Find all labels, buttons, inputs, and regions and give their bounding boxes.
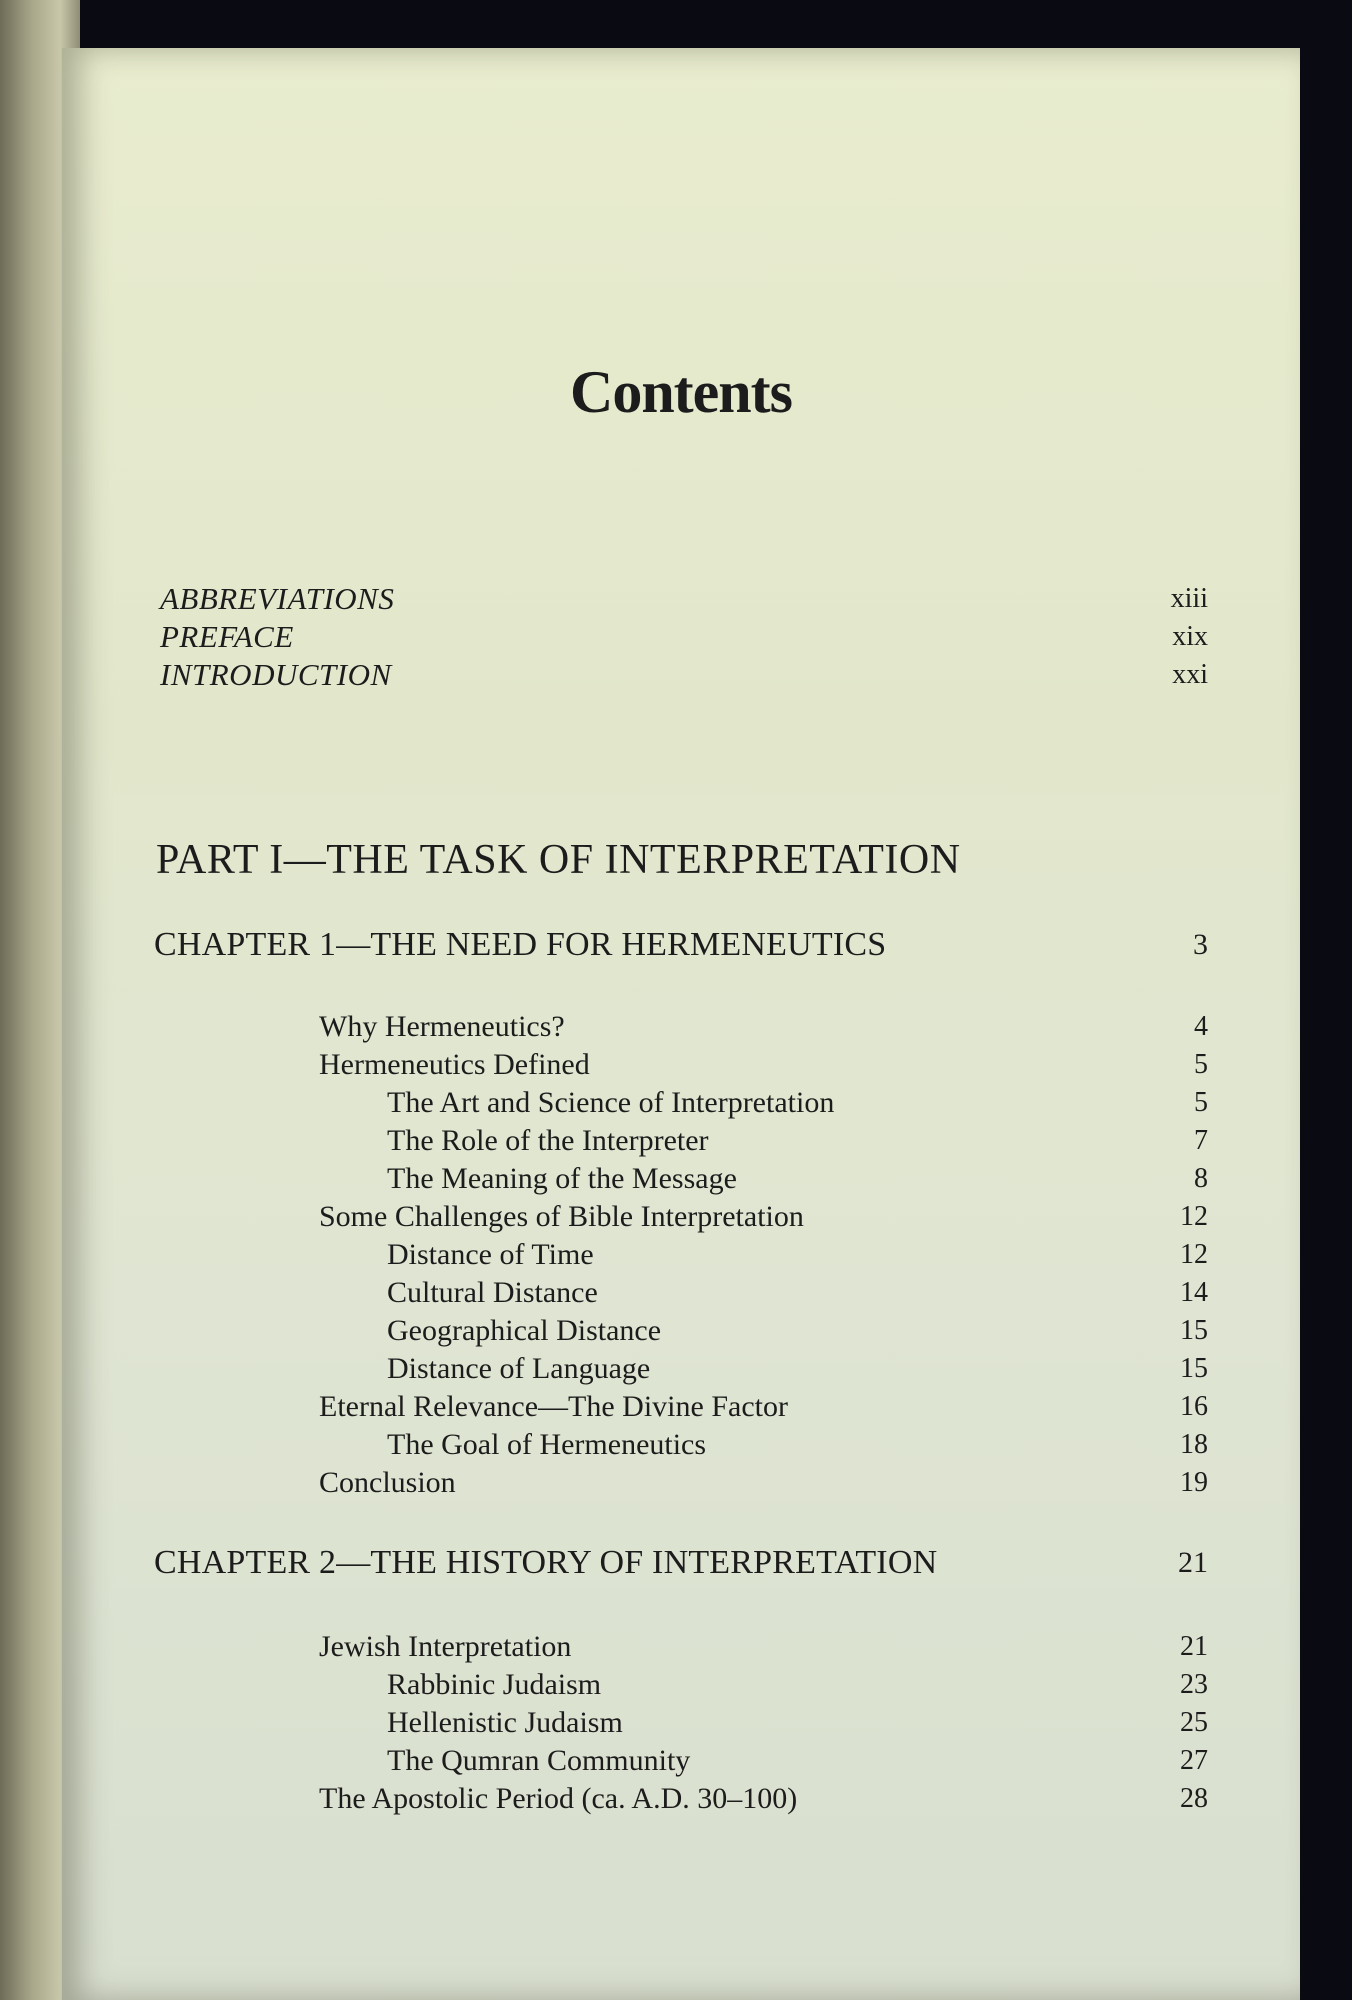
chapter-page: 3 xyxy=(1193,928,1208,961)
chapter-title: CHAPTER 2—THE HISTORY OF INTERPRETATION xyxy=(154,1544,938,1581)
toc-entry xyxy=(154,1742,1208,1780)
toc-entry-title: Hermeneutics Defined xyxy=(319,1048,590,1081)
toc-entry-title: Distance of Language xyxy=(387,1352,651,1385)
toc-entry-page: 19 xyxy=(1180,1467,1208,1498)
front-matter-label: ABBREVIATIONS xyxy=(160,581,395,616)
toc-entry-page: 8 xyxy=(1194,1163,1208,1194)
toc-entry xyxy=(154,1388,1208,1426)
toc-entry-page: 5 xyxy=(1194,1049,1208,1080)
page-title: Contents xyxy=(569,359,792,425)
toc-entry-page: 27 xyxy=(1180,1745,1208,1776)
toc-entry xyxy=(154,1312,1208,1350)
toc-entry xyxy=(154,1666,1208,1704)
front-matter-item xyxy=(160,618,1208,656)
front-matter-page: xxi xyxy=(1172,659,1208,690)
front-matter-label: PREFACE xyxy=(160,619,294,654)
toc-entry-page: 28 xyxy=(1180,1783,1208,1814)
book-page xyxy=(62,48,1300,2000)
chapter-heading xyxy=(154,926,1208,964)
front-matter-item xyxy=(160,580,1208,618)
toc-entry-title: Why Hermeneutics? xyxy=(319,1010,565,1043)
toc-entry xyxy=(154,1464,1208,1502)
toc-entry-title: Geographical Distance xyxy=(387,1314,662,1347)
toc-entry-page: 21 xyxy=(1180,1631,1208,1662)
toc-entry xyxy=(154,1008,1208,1046)
toc-entry-page: 12 xyxy=(1180,1239,1208,1270)
toc-entry-title: Jewish Interpretation xyxy=(319,1630,572,1663)
toc-entry xyxy=(154,1704,1208,1742)
toc-entry xyxy=(154,1780,1208,1818)
toc-entry xyxy=(154,1198,1208,1236)
front-matter-page: xix xyxy=(1172,621,1208,652)
front-matter-label: INTRODUCTION xyxy=(160,657,392,692)
part-heading: PART I—THE TASK OF INTERPRETATION xyxy=(156,837,961,883)
toc-entry xyxy=(154,1084,1208,1122)
chapter-1-entries xyxy=(154,1008,1208,1502)
toc-entry xyxy=(154,1122,1208,1160)
chapter-page: 21 xyxy=(1178,1546,1208,1579)
toc-entry xyxy=(154,1426,1208,1464)
toc-entry-page: 25 xyxy=(1180,1707,1208,1738)
toc-entry xyxy=(154,1160,1208,1198)
toc-entry-page: 23 xyxy=(1180,1669,1208,1700)
toc-entry-page: 7 xyxy=(1194,1125,1208,1156)
toc-entry-page: 18 xyxy=(1180,1429,1208,1460)
toc-entry-title: Rabbinic Judaism xyxy=(387,1668,602,1701)
toc-entry-title: The Goal of Hermeneutics xyxy=(387,1428,707,1461)
chapter-2-entries xyxy=(154,1628,1208,1818)
toc-entry-title: The Art and Science of Interpretation xyxy=(387,1086,835,1119)
toc-entry-title: Distance of Time xyxy=(387,1238,594,1271)
toc-entry-page: 16 xyxy=(1180,1391,1208,1422)
toc-entry-page: 4 xyxy=(1194,1011,1208,1042)
toc-entry-page: 12 xyxy=(1180,1201,1208,1232)
front-matter-item xyxy=(160,656,1208,694)
toc-entry xyxy=(154,1236,1208,1274)
toc-entry-title: The Qumran Community xyxy=(387,1744,691,1777)
toc-entry-title: Some Challenges of Bible Interpretation xyxy=(319,1200,804,1233)
front-matter-page: xiii xyxy=(1170,583,1208,614)
chapter-heading xyxy=(154,1544,1208,1582)
toc-entry-title: Cultural Distance xyxy=(387,1276,598,1309)
toc-entry-title: The Meaning of the Message xyxy=(387,1162,737,1195)
toc-entry xyxy=(154,1350,1208,1388)
toc-entry-page: 14 xyxy=(1180,1277,1208,1308)
toc-entry-title: Eternal Relevance—The Divine Factor xyxy=(319,1390,788,1423)
chapter-title: CHAPTER 1—THE NEED FOR HERMENEUTICS xyxy=(154,926,887,963)
toc-entry xyxy=(154,1274,1208,1312)
front-matter-list xyxy=(160,580,1208,694)
toc-entry-page: 15 xyxy=(1180,1353,1208,1384)
toc-entry-page: 5 xyxy=(1194,1087,1208,1118)
toc-entry-title: The Role of the Interpreter xyxy=(387,1124,709,1157)
toc-entry-page: 15 xyxy=(1180,1315,1208,1346)
toc-entry-title: Conclusion xyxy=(319,1466,456,1499)
toc-entry-title: Hellenistic Judaism xyxy=(387,1706,623,1739)
toc-entry xyxy=(154,1628,1208,1666)
toc-entry xyxy=(154,1046,1208,1084)
toc-entry-title: The Apostolic Period (ca. A.D. 30–100) xyxy=(319,1782,798,1815)
